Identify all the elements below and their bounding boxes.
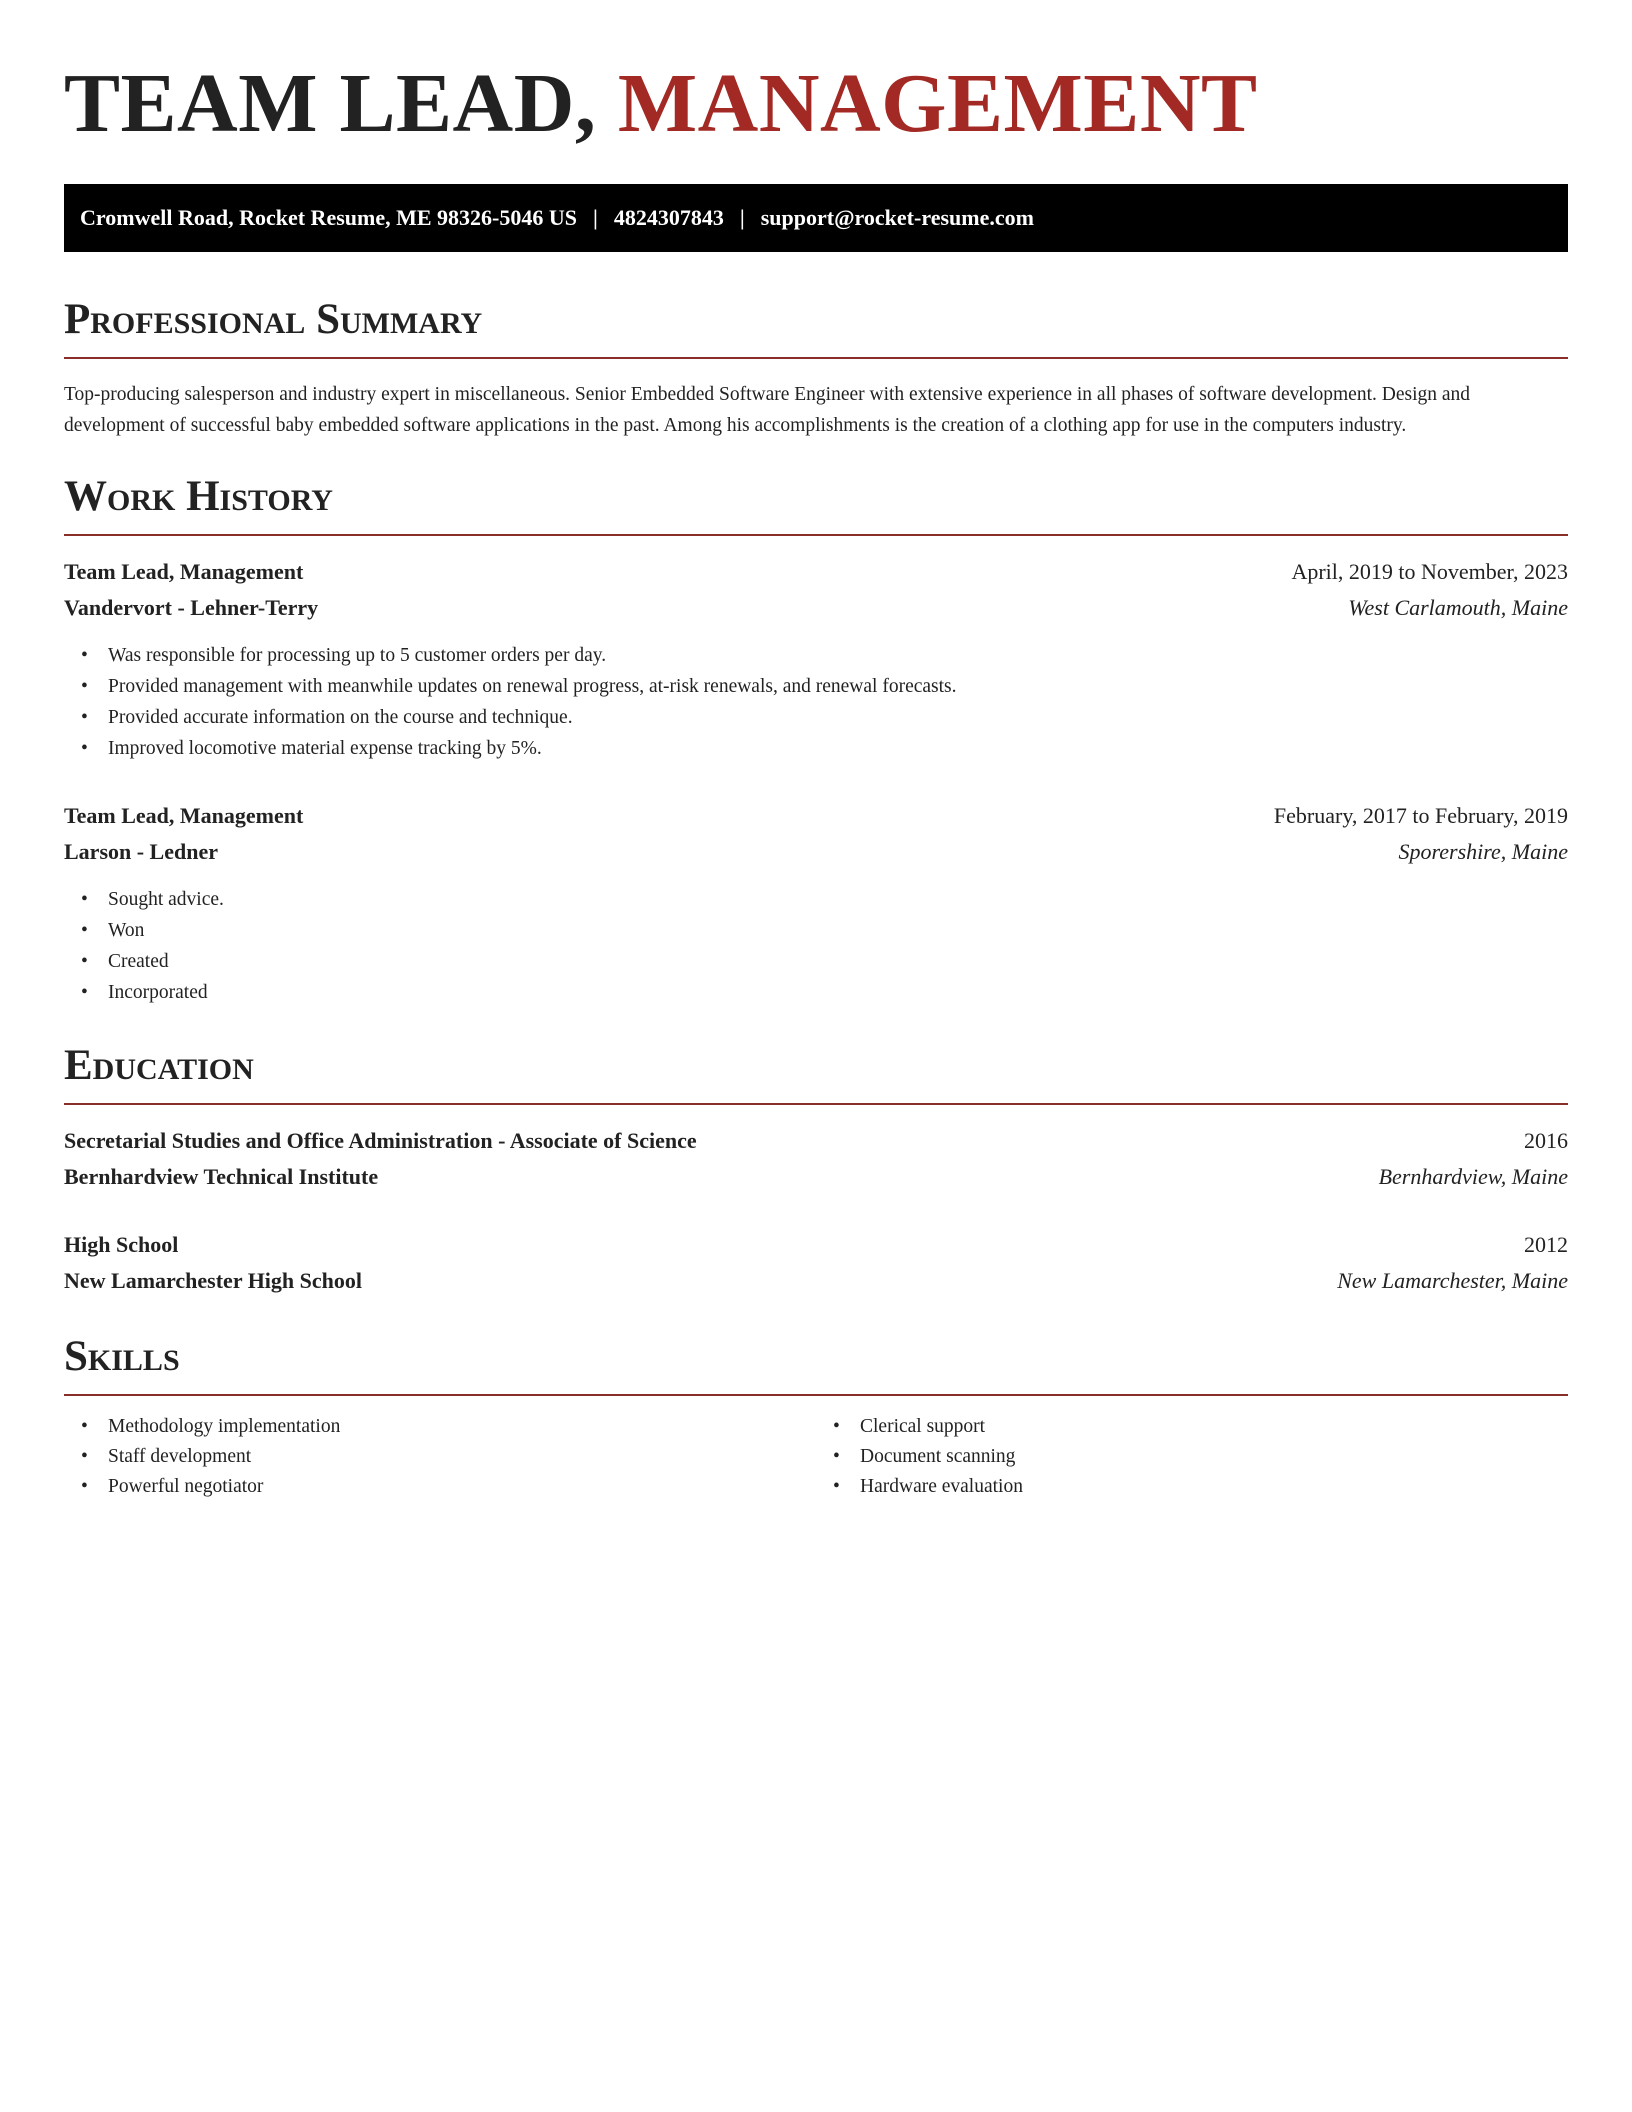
section-divider (64, 357, 1568, 359)
company-name: Larson - Ledner (64, 839, 218, 864)
work-entry-header (64, 798, 1568, 834)
education-entry (64, 1227, 1568, 1299)
skill-item: • Hardware evaluation (860, 1472, 1568, 1502)
work-entry-subheader (64, 590, 1568, 626)
skill-item: • Clerical support (860, 1412, 1568, 1442)
job-bullet: • Sought advice. (108, 884, 1568, 915)
school-name: New Lamarchester High School (64, 1268, 362, 1293)
contact-separator: | (593, 205, 598, 230)
contact-separator: | (739, 205, 745, 230)
education-entry-header (64, 1227, 1568, 1263)
school-location: New Lamarchester, Maine (1337, 1268, 1568, 1293)
work-entry-header (64, 554, 1568, 590)
degree-name: High School (64, 1232, 179, 1257)
section-divider (64, 1103, 1568, 1105)
education-heading: Education (64, 1042, 254, 1089)
graduation-year: 2012 (1524, 1232, 1568, 1257)
summary-heading: Professional Summary (64, 296, 483, 343)
skills-grid (64, 1412, 1568, 1502)
skill-item: • Staff development (108, 1442, 816, 1472)
contact-bar (64, 184, 1568, 252)
contact-email: support@rocket-resume.com (760, 205, 1034, 230)
name-first: TEAM LEAD, (64, 57, 597, 150)
skill-item: • Powerful negotiator (108, 1472, 816, 1502)
skill-item: • Document scanning (860, 1442, 1568, 1472)
work-entry (64, 554, 1568, 764)
education-entry-subheader (64, 1159, 1568, 1195)
work-history-section (64, 475, 1568, 1008)
job-bullet: • Won (108, 915, 1568, 946)
education-section (64, 1044, 1568, 1299)
skills-list (816, 1412, 1568, 1502)
job-title: Team Lead, Management (64, 559, 304, 584)
skills-list (64, 1412, 816, 1502)
skill-item: • Methodology implementation (108, 1412, 816, 1442)
job-bullet: • Improved locomotive material expense tracking by 5%. (108, 733, 1568, 764)
resume-name (64, 50, 1568, 150)
summary-text: Top-producing salesperson and industry expert in miscellaneous. Senior Embedded Software Engineer with extensive experience in all phases of software development. Design and development of successful baby embedded software applications in the past. Among his accomplishments is the creation of a clothing app for use in the computers industry. (64, 384, 1471, 436)
company-name: Vandervort - Lehner-Terry (64, 595, 319, 620)
school-name: Bernhardview Technical Institute (64, 1164, 379, 1189)
section-divider (64, 1394, 1568, 1396)
job-bullet: • Provided accurate information on the course and technique. (108, 702, 1568, 733)
skills-section (64, 1335, 1568, 1502)
education-entry (64, 1123, 1568, 1195)
graduation-year: 2016 (1524, 1128, 1568, 1153)
work-entry-subheader (64, 834, 1568, 870)
job-bullet: • Created (108, 946, 1568, 977)
job-title: Team Lead, Management (64, 803, 304, 828)
job-bullet: • Was responsible for processing up to 5 customer orders per day. (108, 640, 1568, 671)
summary-section (64, 298, 1568, 441)
job-bullet: • Incorporated (108, 977, 1568, 1008)
contact-phone: 4824307843 (613, 205, 724, 230)
job-location: Sporershire, Maine (1398, 839, 1568, 864)
skills-column-right (816, 1412, 1568, 1502)
job-bullets (64, 884, 1568, 1008)
contact-address: Cromwell Road, Rocket Resume, ME 98326-5046 US (80, 205, 577, 230)
school-location: Bernhardview, Maine (1378, 1164, 1568, 1189)
job-dates: February, 2017 to February, 2019 (1273, 803, 1568, 828)
degree-name: Secretarial Studies and Office Administration - Associate of Science (64, 1128, 697, 1153)
skills-heading: Skills (64, 1333, 180, 1380)
work-history-heading: Work History (64, 473, 333, 520)
job-bullet: • Provided management with meanwhile updates on renewal progress, at-risk renewals, and renewal forecasts. (108, 671, 1568, 702)
education-entry-header (64, 1123, 1568, 1159)
section-divider (64, 534, 1568, 536)
job-location: West Carlamouth, Maine (1348, 595, 1568, 620)
job-dates: April, 2019 to November, 2023 (1291, 559, 1568, 584)
name-last: MANAGEMENT (617, 57, 1258, 150)
job-bullets (64, 640, 1568, 764)
work-entry (64, 798, 1568, 1008)
education-entry-subheader (64, 1263, 1568, 1299)
skills-column-left (64, 1412, 816, 1502)
